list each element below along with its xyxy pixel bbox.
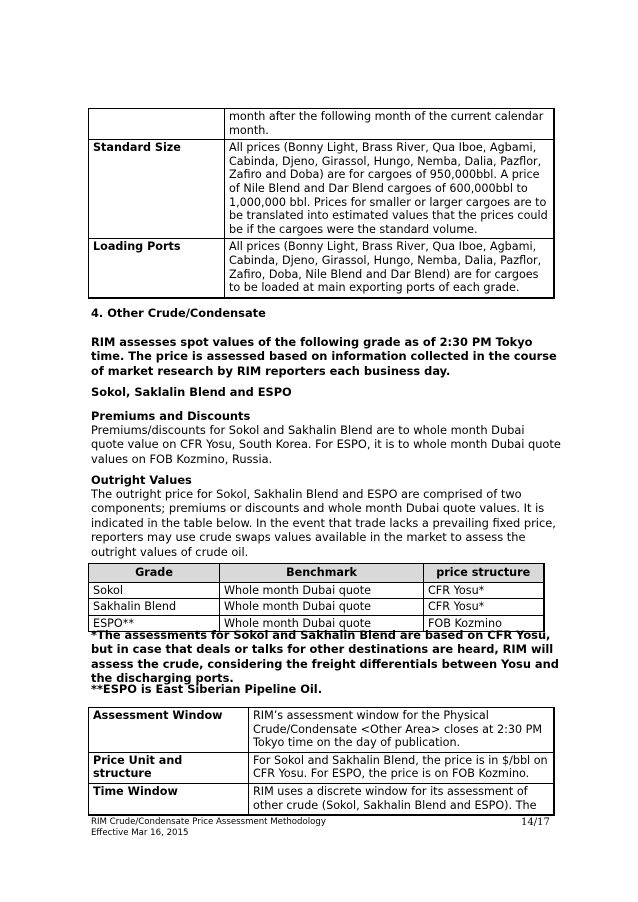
table-cell: Sokol xyxy=(89,582,220,599)
row-label: Time Window xyxy=(89,783,249,815)
outright-text: The outright price for Sokol, Sakhalin Blend and ESPO are comprised of two components; premiums or discounts and whole month Dubai quote values. It is indicated in the table below. In the event that trade lacks a prevailing fixed price, reporters may use crude swaps values available in the market to assess the outright values of crude oil. xyxy=(91,487,556,559)
column-header: Grade xyxy=(89,564,220,583)
row-label: Assessment Window xyxy=(89,708,249,753)
table-row xyxy=(89,708,554,753)
premiums-heading: Premiums and Discounts xyxy=(91,409,251,423)
column-header: Benchmark xyxy=(220,564,424,583)
row-label: Price Unit and structure xyxy=(89,752,249,783)
footer-date: Effective Mar 16, 2015 xyxy=(91,828,189,838)
table-row xyxy=(89,599,544,616)
table-cell: FOB Kozmino xyxy=(424,615,544,632)
table-row xyxy=(89,783,554,815)
footnote-sokol: *The assessments for Sokol and Sakhalin Blend are based on CFR Yosu, but in case that deals or talks for other destinations are heard, RIM will assess the crude, considering the freight differentials between Yosu and the discharging ports. xyxy=(91,628,559,686)
row-label: Standard Size xyxy=(89,140,225,239)
premiums-text: Premiums/discounts for Sokol and Sakhalin Blend are to whole month Dubai quote value on CFR Yosu, South Korea. For ESPO, it is to whole month Dubai quote values on FOB Kozmino, Russia. xyxy=(91,423,561,466)
table-cell: CFR Yosu* xyxy=(424,599,544,616)
row-label xyxy=(89,109,225,140)
row-text: For Sokol and Sakhalin Blend, the price is in $/bbl on CFR Yosu. For ESPO, the price is on FOB Kozmino. xyxy=(249,752,554,783)
table-cell: Whole month Dubai quote xyxy=(220,582,424,599)
table-header-row xyxy=(89,564,544,583)
row-text: All prices (Bonny Light, Brass River, Qua Iboe, Agbami, Cabinda, Djeno, Girassol, Hungo, Nemba, Dalia, Pazflor, Zafiro, Doba, Nile Blend and Dar Blend) are for cargoes to be loaded at main exporting ports of each grade. xyxy=(225,239,554,298)
row-text: All prices (Bonny Light, Brass River, Qua Iboe, Agbami, Cabinda, Djeno, Girassol, Hungo, Nemba, Dalia, Pazflor, Zafiro and Doba) are for cargoes of 950,000bbl. A price of Nile Blend and Dar Blend cargoes of 600,000bbl to 1,000,000 bbl. Prices for smaller or larger cargoes are to be translated into estimated values that the prices could be if the cargoes were the standard volume. xyxy=(225,140,554,239)
price-spec-table xyxy=(88,108,555,299)
table-cell: Whole month Dubai quote xyxy=(220,615,424,632)
grade-table xyxy=(88,563,545,632)
section-intro: RIM assesses spot values of the following grade as of 2:30 PM Tokyo time. The price is assessed based on information collected in the course of market research by RIM reporters each business day. xyxy=(91,335,557,378)
subheading: Sokol, Saklalin Blend and ESPO xyxy=(91,385,292,399)
outright-heading: Outright Values xyxy=(91,473,192,487)
table-row xyxy=(89,582,544,599)
footer-title: RIM Crude/Condensate Price Assessment Methodology xyxy=(91,817,326,827)
footer xyxy=(91,817,326,839)
row-label: Loading Ports xyxy=(89,239,225,298)
assessment-table xyxy=(88,707,555,816)
section-heading: 4. Other Crude/Condensate xyxy=(91,306,266,320)
row-text: month after the following month of the current calendar month. xyxy=(225,109,554,140)
table-row xyxy=(89,239,554,298)
footnote-espo: **ESPO is East Siberian Pipeline Oil. xyxy=(91,682,323,696)
page-number: 14/17 xyxy=(521,817,550,828)
table-cell: Whole month Dubai quote xyxy=(220,599,424,616)
table-cell: Sakhalin Blend xyxy=(89,599,220,616)
table-cell: CFR Yosu* xyxy=(424,582,544,599)
table-cell: ESPO** xyxy=(89,615,220,632)
table-row xyxy=(89,752,554,783)
column-header: price structure xyxy=(424,564,544,583)
row-text: RIM uses a discrete window for its assessment of other crude (Sokol, Sakhalin Blend and ESPO). The xyxy=(249,783,554,815)
row-text: RIM’s assessment window for the Physical Crude/Condensate <Other Area> closes at 2:30 PM Tokyo time on the day of publication. xyxy=(249,708,554,753)
table-row xyxy=(89,109,554,140)
table-row xyxy=(89,140,554,239)
